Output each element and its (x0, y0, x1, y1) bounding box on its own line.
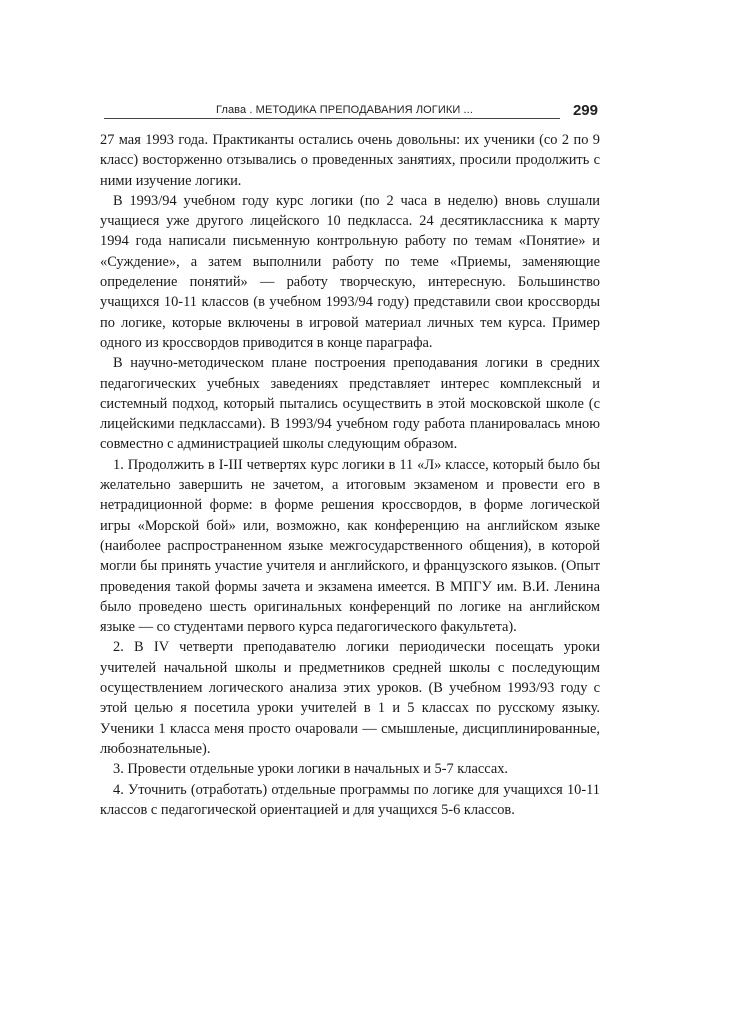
header-rule (104, 118, 560, 119)
body-text (100, 130, 600, 820)
header-title: Глава . МЕТОДИКА ПРЕПОДАВАНИЯ ЛОГИКИ ... (216, 104, 473, 116)
page-number: 299 (572, 102, 598, 119)
paragraph-6: 3. Провести отдельные уроки логики в начальных и 5-7 классах. (113, 761, 508, 778)
paragraph-2: В 1993/94 учебном году курс логики (по 2 часа в неделю) вновь слушали учащиеся уже другого лицейского 10 педкласса. 24 десятиклассника к марту 1994 года написали письменную контрольную работу по темам «Понятие» и «Суждение», а затем выполнили работу по теме «Приемы, заменяющие определение понятий» — работу творческую, интересную. Большинство учащихся 10-11 классов (в учебном 1993/94 году) представили свои кроссворды по логике, которые включены в игровой материал личных тем курса. Пример одного из кроссвордов приводится в конце параграфа. (100, 192, 600, 351)
paragraph-7: 4. Уточнить (отработать) отдельные программы по логике для учащихся 10-11 классов с педагогической ориентацией и для учащихся 5-6 классов. (100, 781, 600, 818)
paragraph-1: 27 мая 1993 года. Практиканты остались очень довольны: их ученики (со 2 по 9 класс) восторженно отзывались о проведенных занятиях, просили продолжить с ними изучение логики. (100, 132, 600, 189)
running-header (104, 104, 598, 124)
paragraph-4: 1. Продолжить в I-III четвертях курс логики в 11 «Л» классе, который было бы желательно завершить не зачетом, а итоговым экзаменом и провести его в нетрадиционной форме: в форме решения кроссвордов, в форме логической игры «Морской бой» или, возможно, как конференцию на английском языке (наиболее распространенном языке межгосударственного общения), в которой могли бы принять участие учителя и английского, и французского языков. (Опыт проведения такой формы зачета и экзамена имеется. В МПГУ им. В.И. Ленина было проведено шесть оригинальных конференций по логике на английском языке — со студентами первого курса педагогического факультета). (100, 456, 600, 636)
paragraph-3: В научно-методическом плане построения преподавания логики в средних педагогических учебных заведениях представляет интерес комплексный и системный подход, который пытались осуществить в этой московской школе (с лицейскими педклассами). В 1993/94 учебном году работа планировалась мною совместно с администрацией школы следующим образом. (100, 355, 600, 453)
paragraph-5: 2. В IV четверти преподавателю логики периодически посещать уроки учителей начальной школы и предметников средней школы с последующим осуществлением логического анализа этих уроков. (В учебном 1993/93 году с этой целью я посетила уроки учителей в 1 и 5 классах по русскому языку. Ученики 1 класса меня просто очаровали — смышленые, дисциплинированные, любознательные). (100, 639, 600, 757)
